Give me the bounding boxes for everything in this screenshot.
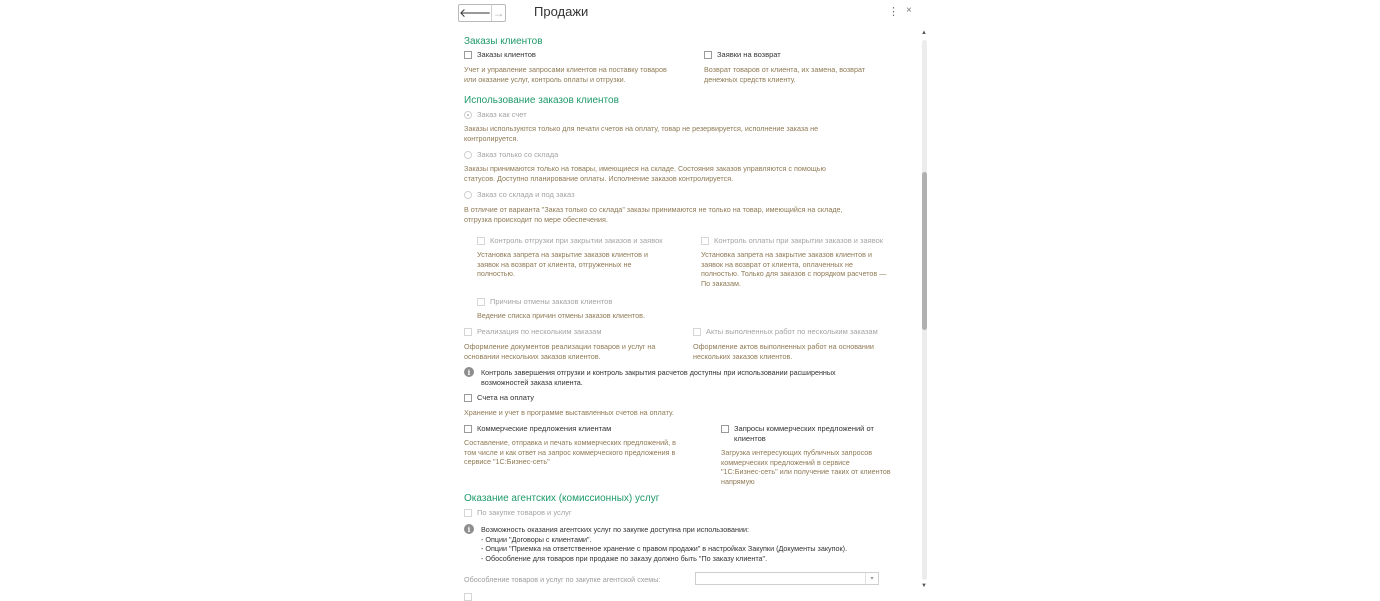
cancel-reasons-description [477, 311, 645, 321]
radio-order-stock-and-preorder-description [464, 205, 843, 224]
isolation-select[interactable] [695, 572, 879, 585]
radio-label: Заказ со склада и под заказ [477, 190, 575, 199]
checkbox-box[interactable] [464, 394, 472, 402]
checkbox-box[interactable] [701, 237, 709, 245]
description-line: В отличие от варианта "Заказ только со склада" заказы принимаются не только на товар, имеющийся на складе, [464, 205, 843, 214]
info-message-agency-requirements [481, 525, 847, 563]
checkbox-box[interactable] [693, 328, 701, 336]
radio-order-stock-and-preorder[interactable] [464, 190, 575, 199]
radio-order-from-stock-description [464, 164, 826, 183]
section-title-agency-services: Оказание агентских (комиссионных) услуг [464, 493, 660, 504]
checkbox-label: Коммерческие предложения клиентам [477, 424, 612, 433]
description-line: или оказание услуг, контроль оплаты и отгрузки. [464, 74, 626, 84]
purchase-agency-checkbox[interactable] [464, 508, 572, 517]
description-line: основании нескольких заказов клиентов. [464, 351, 601, 361]
checkbox-box[interactable] [477, 298, 485, 306]
info-line: - Обособление для товаров при продаже по заказу должно быть "По заказу клиента". [481, 553, 768, 563]
description-line: напрямую [721, 476, 755, 486]
checkbox-box[interactable] [464, 328, 472, 336]
description-line: статусов. Доступно планирование оплаты. Исполнение заказов контролируется. [464, 173, 734, 183]
acts-multi-orders-checkbox[interactable] [693, 327, 878, 336]
info-line: - Опции "Приемка на ответственное хранение с правом продажи" в настройках Закупки (Документы закупок). [481, 544, 848, 553]
commercial-proposals-description [464, 438, 676, 467]
description-line: полностью. [477, 269, 515, 278]
description-line: Возврат товаров от клиента, их замена, возврат [704, 65, 866, 74]
description-line: Заказы используются только для печати счетов на оплату, товар не резервируется, исполнение заказа не [464, 124, 819, 133]
chevron-down-icon: ▾ [870, 576, 874, 582]
commercial-proposals-checkbox[interactable] [464, 424, 611, 433]
invoices-checkbox[interactable] [464, 393, 534, 402]
checkbox-label: Акты выполненных работ по нескольким заказам [706, 327, 878, 336]
more-options-icon[interactable]: ⋮ [888, 6, 899, 18]
radio-label: Заказ как счет [477, 110, 527, 119]
checkbox-label: Запросы коммерческих предложений от [734, 424, 874, 433]
checkbox-label: Заявки на возврат [717, 50, 781, 59]
description-line: контролируется. [464, 133, 519, 143]
scrollbar-thumb[interactable] [922, 172, 927, 330]
description-line: Загрузка интересующих публичных запросов [721, 448, 873, 457]
forward-arrow-icon: → [492, 6, 505, 20]
radio-order-from-stock[interactable] [464, 150, 558, 159]
return-requests-description [704, 65, 865, 84]
description-line: Заказы принимаются только на товары, имеющиеся на складе. Состояния заказов управляются с помощью [464, 164, 826, 173]
shipment-control-checkbox[interactable] [477, 236, 663, 245]
checkbox-label: Контроль отгрузки при закрытии заказов и заявок [490, 236, 663, 245]
description-line: отгрузка происходит по мере обеспечения. [464, 214, 608, 224]
description-line: заявок на возврат от клиента, отгруженных не [477, 259, 632, 269]
forward-button[interactable] [492, 5, 505, 21]
description-line: По заказам. [701, 278, 741, 288]
navigation-buttons [458, 4, 506, 22]
checkbox-box[interactable] [704, 51, 712, 59]
sales-multi-orders-description [464, 342, 655, 361]
isolation-field-label: Обособление товаров и услуг по закупке агентской схемы: [464, 575, 661, 584]
checkbox-box[interactable] [721, 425, 729, 433]
checkbox-label: Причины отмены заказов клиентов [490, 297, 613, 306]
back-button[interactable] [459, 5, 492, 21]
checkbox-label: Контроль оплаты при закрытии заказов и заявок [714, 236, 884, 245]
section-title-client-orders: Заказы клиентов [464, 36, 543, 47]
radio-order-as-invoice-description [464, 124, 818, 143]
info-line: возможностей заказа клиента. [481, 377, 583, 387]
section-title-order-usage: Использование заказов клиентов [464, 95, 619, 106]
info-line: - Опции "Договоры с клиентами". [481, 534, 592, 544]
shipment-control-description [477, 250, 648, 279]
acts-multi-orders-description [693, 342, 874, 361]
description-line: нескольких заказов клиентов. [693, 351, 793, 361]
info-icon: i [464, 524, 474, 534]
invoices-description [464, 408, 674, 418]
return-requests-checkbox[interactable] [704, 50, 781, 59]
dropdown-button[interactable] [865, 573, 878, 584]
description-line: Оформление актов выполненных работ на основании [693, 342, 874, 351]
description-line: коммерческих предложений в сервисе [721, 457, 850, 467]
info-line: Возможность оказания агентских услуг по закупке доступна при использовании: [481, 525, 749, 534]
description-line: "1С:Бизнес-сеть" или получение таких от клиентов [721, 467, 891, 476]
checkbox-label: Счета на оплату [477, 393, 535, 402]
checkbox-box[interactable] [464, 425, 472, 433]
description-line: сервисе "1С:Бизнес-сеть" [464, 457, 550, 466]
description-line: денежных средств клиенту. [704, 74, 796, 84]
close-icon[interactable]: × [906, 5, 912, 16]
info-message-advanced-orders [481, 368, 836, 387]
description-line: том числе и как ответ на запрос коммерческого предложения в [464, 447, 676, 457]
description-line: Ведение списка причин отмены заказов клиентов. [477, 311, 645, 320]
client-orders-checkbox[interactable] [464, 50, 536, 59]
description-line: Учет и управление запросами клиентов на поставку товаров [464, 65, 667, 74]
checkbox-label: Реализация по нескольким заказам [477, 327, 602, 336]
description-line: Оформление документов реализации товаров и услуг на [464, 342, 656, 351]
info-line: Контроль завершения отгрузки и контроль закрытия расчетов доступны при использовании расширенных [481, 368, 836, 377]
back-arrow-icon: 🡐 [459, 6, 492, 20]
client-orders-description [464, 65, 667, 84]
proposal-requests-checkbox[interactable] [721, 424, 874, 443]
radio-button[interactable] [464, 191, 472, 199]
cancel-reasons-checkbox[interactable] [477, 297, 612, 306]
radio-label: Заказ только со склада [477, 150, 559, 159]
description-line: Хранение и учет в программе выставленных счетов на оплату. [464, 408, 674, 417]
scroll-down-arrow-icon[interactable]: ▼ [921, 583, 927, 589]
checkbox-box[interactable] [477, 237, 485, 245]
info-icon: i [464, 367, 474, 377]
description-line: заявок на возврат от клиента, оплаченных не [701, 259, 853, 269]
description-line: Составление, отправка и печать коммерческих предложений, в [464, 438, 676, 447]
checkbox-box[interactable] [464, 509, 472, 517]
checkbox-label-continued: клиентов [734, 434, 766, 443]
description-line: полностью. Только для заказов с порядком расчетов — [701, 269, 887, 278]
proposal-requests-description [721, 448, 891, 486]
payment-control-description [701, 250, 886, 288]
checkbox-box[interactable] [464, 51, 472, 59]
checkbox-label: Заказы клиентов [477, 50, 536, 59]
radio-button[interactable] [464, 151, 472, 159]
description-line: Установка запрета на закрытие заказов клиентов и [701, 250, 872, 259]
radio-order-as-invoice[interactable] [464, 110, 527, 119]
sales-multi-orders-checkbox[interactable] [464, 327, 601, 336]
description-line: Установка запрета на закрытие заказов клиентов и [477, 250, 648, 259]
payment-control-checkbox[interactable] [701, 236, 883, 245]
checkbox-label: По закупке товаров и услуг [477, 508, 572, 517]
page-title: Продажи [534, 4, 589, 19]
scroll-up-arrow-icon[interactable]: ▲ [921, 30, 927, 36]
radio-button-selected[interactable] [464, 111, 472, 119]
